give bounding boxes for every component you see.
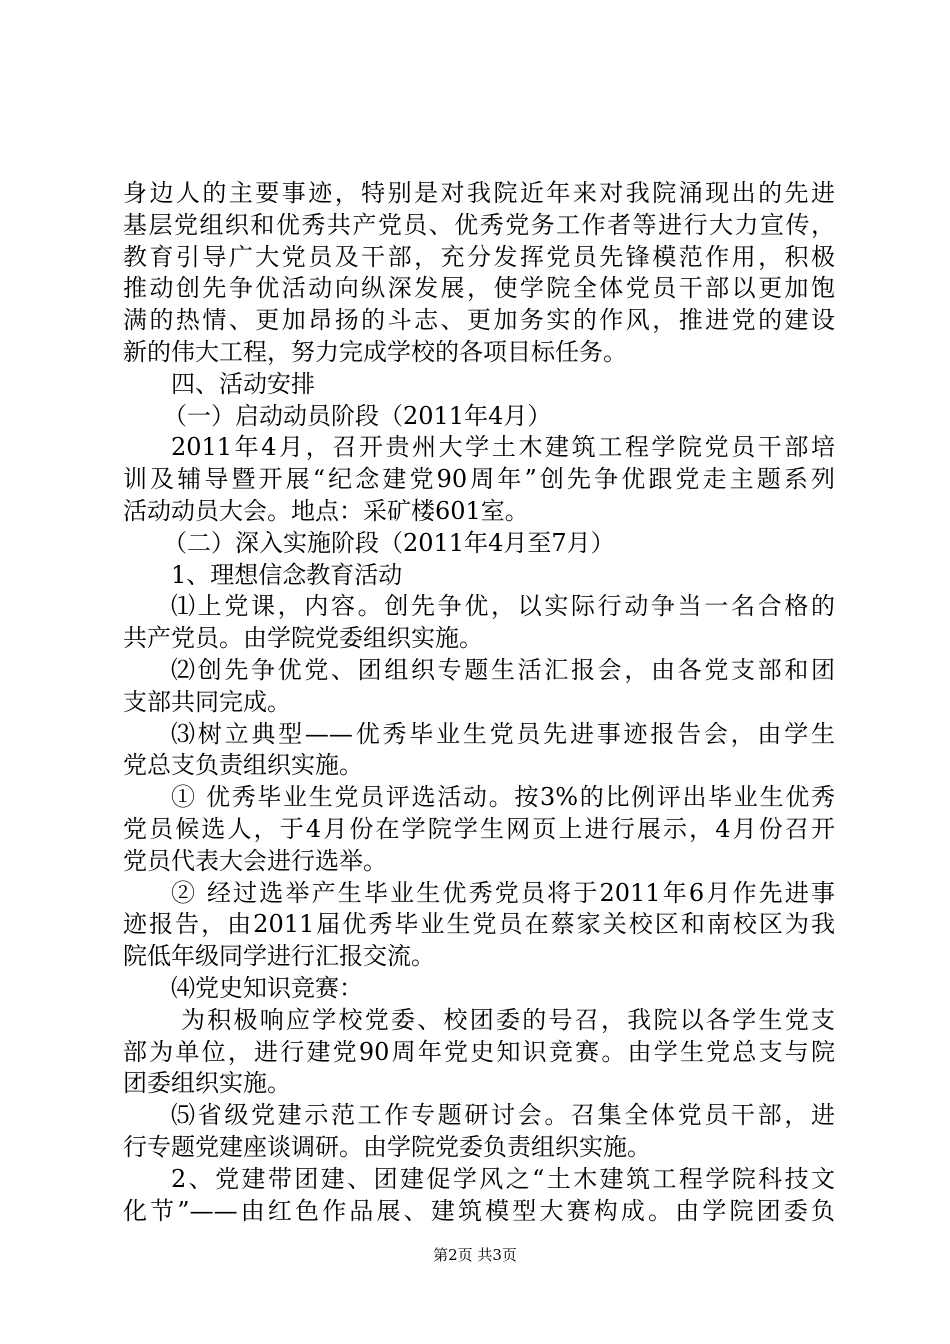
text-line: （二）深入实施阶段（2011年4月至7月） (163, 528, 615, 557)
text-line: 2、党建带团建、团建促学风之“土木建筑工程学院科技文 (171, 1164, 835, 1193)
text-line: 为积极响应学校党委、校团委的号召，我院以各学生党支 (181, 1005, 835, 1034)
text-line: 满的热情、更加昂扬的斗志、更加务实的作风，推进党的建设 (123, 306, 835, 335)
text-line: 党员候选人，于4月份在学院学生网页上进行展示，4月份召开 (123, 814, 835, 843)
text-line: ⑷党史知识竞赛： (171, 973, 363, 1002)
text-line: ⑴上党课，内容。创先争优，以实际行动争当一名合格的 (171, 592, 835, 621)
text-line: 部为单位，进行建党90周年党史知识竞赛。由学生党总支与院 (123, 1037, 835, 1066)
text-line: 化节”——由红色作品展、建筑模型大赛构成。由学院团委负 (123, 1196, 835, 1225)
body-text (123, 178, 835, 1227)
text-line: 身边人的主要事迹，特别是对我院近年来对我院涌现出的先进 (123, 179, 835, 207)
text-line: ⑸省级党建示范工作专题研讨会。召集全体党员干部，进 (171, 1101, 835, 1130)
text-line: 1、理想信念教育活动 (171, 560, 403, 589)
text-line: 2011年4月，召开贵州大学土木建筑工程学院党员干部培 (171, 433, 835, 462)
text-line: 推动创先争优活动向纵深发展，使学院全体党员干部以更加饱 (123, 274, 835, 303)
text-line: ⑵创先争优党、团组织专题生活汇报会，由各党支部和团 (171, 655, 835, 684)
text-line: 训及辅导暨开展“纪念建党90周年”创先争优跟党走主题系列 (123, 465, 835, 494)
text-line: 四、活动安排 (171, 369, 315, 398)
text-line: 新的伟大工程，努力完成学校的各项目标任务。 (123, 337, 627, 366)
text-line: ⑶树立典型——优秀毕业生党员先进事迹报告会，由学生 (171, 719, 835, 748)
text-line: （一）启动动员阶段（2011年4月） (163, 401, 552, 430)
text-line: 行专题党建座谈调研。由学院党委负责组织实施。 (123, 1132, 651, 1161)
text-line: 共产党员。由学院党委组织实施。 (123, 624, 483, 653)
text-line: 党总支负责组织实施。 (123, 751, 363, 780)
text-line: 院低年级同学进行汇报交流。 (123, 942, 435, 971)
text-line: ② 经过选举产生毕业生优秀党员将于2011年6月作先进事 (171, 878, 835, 907)
page-footer: 第2页 共3页 (433, 1246, 517, 1264)
text-line: 团委组织实施。 (123, 1069, 291, 1098)
text-line: 支部共同完成。 (123, 687, 291, 716)
text-line: 党员代表大会进行选举。 (123, 846, 387, 875)
text-line: 基层党组织和优秀共产党员、优秀党务工作者等进行大力宣传， (123, 210, 835, 239)
text-line: ① 优秀毕业生党员评选活动。按3%的比例评出毕业生优秀 (171, 783, 835, 812)
text-line: 教育引导广大党员及干部，充分发挥党员先锋模范作用，积极 (123, 242, 835, 271)
text-line: 迹报告，由2011届优秀毕业生党员在蔡家关校区和南校区为我 (123, 910, 835, 939)
text-line: 活动动员大会。地点：采矿楼601室。 (123, 496, 529, 525)
